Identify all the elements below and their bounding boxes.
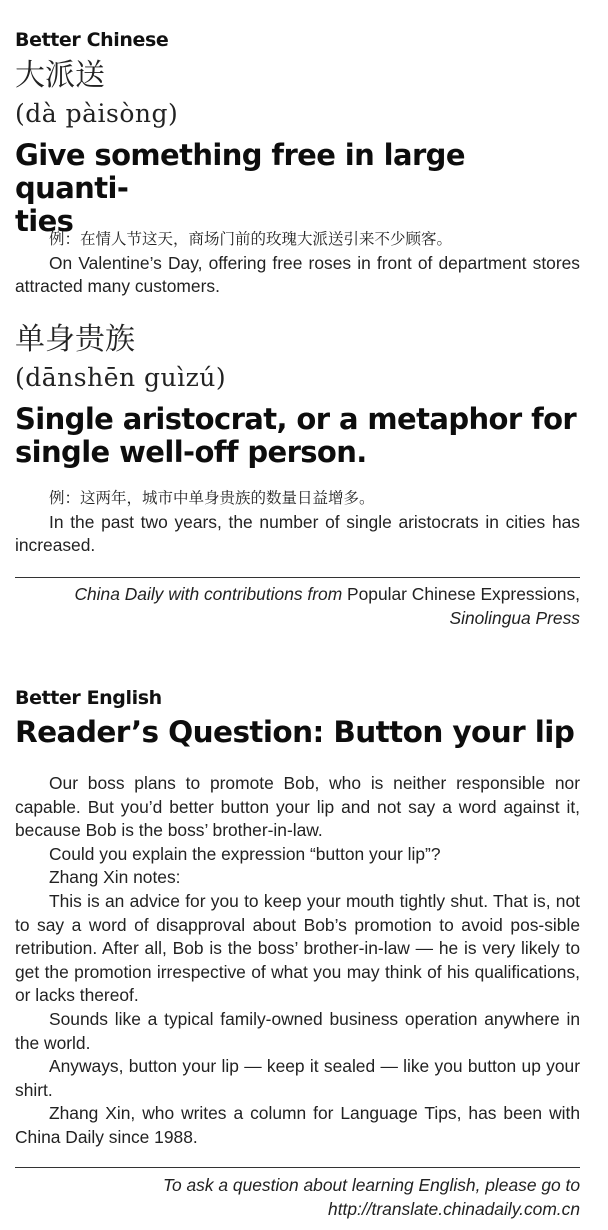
credit-source: China Daily with contributions from	[74, 584, 343, 604]
article-paragraph: Anyways, button your lip — keep it sealed — like you button up your shirt.	[15, 1056, 580, 1100]
term-pinyin: (dà pàisòng)	[15, 99, 179, 128]
term-chinese: 单身贵族	[15, 322, 135, 357]
article-paragraph: Sounds like a typical family-owned business operation anywhere in the world.	[15, 1008, 580, 1053]
entry-2-example	[15, 487, 580, 558]
article-paragraph: Zhang Xin notes:	[49, 867, 181, 888]
example-english: On Valentine’s Day, offering free roses in front of department stores attracted many customers.	[15, 252, 580, 297]
article-headline: Reader’s Question: Button your lip	[15, 715, 575, 749]
credit-book-title: Popular Chinese Expressions,	[347, 584, 580, 604]
example-chinese: 例：这两年，城市中单身贵族的数量日益增多。	[49, 489, 375, 507]
example-chinese: 例：在情人节这天，商场门前的玫瑰大派送引来不少顾客。	[49, 230, 453, 248]
article-paragraph: Our boss plans to promote Bob, who is neither responsible nor capable. But you’d better button your lip and not say a word against it, because Bob is the boss’ brother-in-law.	[15, 773, 580, 841]
term-meaning-line-2: single well-off person.	[15, 435, 367, 469]
article-paragraph: Zhang Xin, who writes a column for Language Tips, has been with China Daily since 1988.	[15, 1103, 580, 1147]
section-label-better-chinese: Better Chinese	[15, 29, 169, 51]
section-label-better-english: Better English	[15, 687, 162, 709]
credit-line-2	[15, 606, 580, 630]
term-pinyin: (dānshēn guìzú)	[15, 363, 227, 392]
term-meaning-line-1: Give something free in large quanti-	[15, 138, 465, 205]
credit-line-1	[15, 582, 580, 606]
divider	[15, 1167, 580, 1168]
footer-url[interactable]	[15, 1197, 580, 1221]
footer-link[interactable]: http://translate.chinadaily.com.cn	[328, 1199, 580, 1219]
footer-block	[15, 1167, 580, 1221]
term-chinese: 大派送	[15, 58, 105, 93]
term-meaning-line-2: ties	[15, 204, 74, 238]
term-meaning-line-1: Single aristocrat, or a metaphor for	[15, 402, 577, 436]
example-english: In the past two years, the number of single aristocrats in cities has increased.	[15, 511, 580, 556]
divider	[15, 577, 580, 578]
entry-1-example	[15, 228, 580, 299]
better-english-headline-wrap	[15, 716, 580, 749]
entry-2-meaning	[15, 403, 580, 469]
article-body	[15, 772, 580, 1150]
better-chinese-section	[15, 28, 580, 52]
credit-publisher: Sinolingua Press	[449, 608, 580, 628]
footer-line-1: To ask a question about learning English, please go to	[162, 1175, 580, 1195]
article-paragraph: This is an advice for you to keep your mouth tightly shut. That is, not to say a word of disapproval about Bob’s promotion to avoid pos-sible retribution. After all, Bob is the boss’ brother-in-law — he is very likely to get the promotion irrespective of what you may think of his qualifications, or lacks thereof.	[15, 890, 580, 1006]
entry-2	[15, 320, 580, 396]
better-english-section	[15, 686, 580, 710]
credit-block	[15, 577, 580, 630]
article-paragraph: Could you explain the expression “button your lip”?	[49, 843, 441, 864]
entry-1-meaning	[15, 139, 580, 238]
entry-1	[15, 56, 580, 132]
